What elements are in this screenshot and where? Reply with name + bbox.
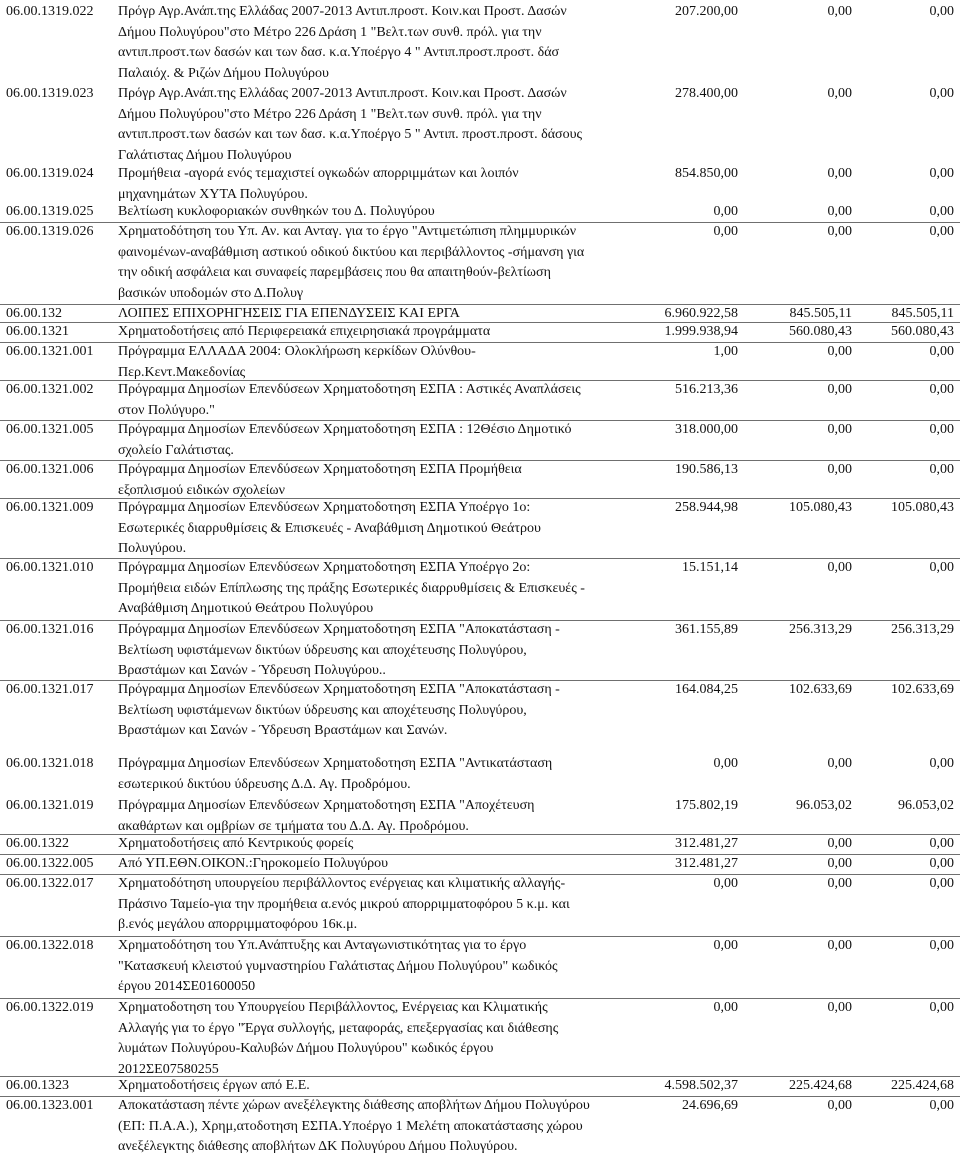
description-line: Χρηματοδοτήσεις από Περιφερειακά επιχειρησιακά προγράμματα xyxy=(118,324,491,339)
description xyxy=(118,1076,638,1097)
account-code: 06.00.1319.022 xyxy=(6,4,94,19)
amount-paid: 0,00 xyxy=(929,756,954,771)
amount-budgeted: 258.944,98 xyxy=(675,500,738,515)
amount-paid: 0,00 xyxy=(929,938,954,953)
table-row xyxy=(0,420,960,461)
amount-budgeted: 0,00 xyxy=(713,204,738,219)
description-line: Γαλάτιστας Δήμου Πολυγύρου xyxy=(118,147,292,163)
amount-committed: 0,00 xyxy=(827,204,852,219)
amount-committed: 256.313,29 xyxy=(789,622,852,637)
description xyxy=(118,834,638,855)
table-row xyxy=(0,558,960,621)
description-line: Πρόγραμμα Δημοσίων Επενδύσεων Χρηματοδοτηση ΕΣΠΑ Προμήθεια xyxy=(118,462,522,477)
account-code: 06.00.1321.005 xyxy=(6,422,94,437)
description-line: Χρηματοδότηση υπουργείου περιβάλλοντος ενέργειας και κλιματικής αλλαγής- xyxy=(118,876,566,891)
table-row xyxy=(0,380,960,421)
table-row xyxy=(0,834,960,855)
amount-paid: 0,00 xyxy=(929,344,954,359)
table-row xyxy=(0,460,960,499)
amount-paid: 0,00 xyxy=(929,4,954,19)
amount-paid: 0,00 xyxy=(929,166,954,181)
description xyxy=(118,222,638,304)
account-code: 06.00.1321.001 xyxy=(6,344,94,359)
amount-paid: 0,00 xyxy=(929,224,954,239)
description-line: Προμήθεια -αγορά ενός τεμαχιστεί ογκωδών απορριμμάτων και λοιπόν xyxy=(118,166,519,181)
account-code: 06.00.1323.001 xyxy=(6,1098,94,1113)
description-line: Πρόγραμμα Δημοσίων Επενδύσεων Χρηματοδοτηση ΕΣΠΑ "Αποκατάσταση - xyxy=(118,682,560,697)
description xyxy=(118,202,638,223)
amount-budgeted: 0,00 xyxy=(713,876,738,891)
amount-budgeted: 516.213,36 xyxy=(675,382,738,397)
amount-committed: 0,00 xyxy=(827,856,852,871)
description xyxy=(118,854,638,875)
description xyxy=(118,936,638,998)
amount-committed: 0,00 xyxy=(827,876,852,891)
description-line: Από ΥΠ.ΕΘΝ.ΟΙΚΟΝ.:Γηροκομείο Πολυγύρου xyxy=(118,856,389,871)
table-row xyxy=(0,1096,960,1158)
description-line: Χρηματοδοτήσεις από Κεντρικούς φορείς xyxy=(118,836,354,851)
amount-committed: 0,00 xyxy=(827,1098,852,1113)
account-code: 06.00.1321.016 xyxy=(6,622,94,637)
account-code: 06.00.1319.023 xyxy=(6,86,94,101)
description-line: β.ενός μεγάλου απορριμματοφόρου 16κ.μ. xyxy=(118,917,358,932)
amount-paid: 0,00 xyxy=(929,1098,954,1113)
table-row xyxy=(0,754,960,796)
description xyxy=(118,2,638,84)
amount-paid: 0,00 xyxy=(929,86,954,101)
amount-committed: 0,00 xyxy=(827,86,852,101)
amount-budgeted: 175.802,19 xyxy=(675,798,738,813)
table-row xyxy=(0,620,960,681)
amount-budgeted: 0,00 xyxy=(713,224,738,239)
table-row xyxy=(0,936,960,999)
description-line: έργου 2014ΣΕ01600050 xyxy=(118,979,256,994)
amount-committed: 560.080,43 xyxy=(789,324,852,339)
description-line: Χρηματοδότηση του Υπ.Ανάπτυξης και Ανταγωνιστικότητας για το έργο xyxy=(118,938,527,953)
amount-paid: 105.080,43 xyxy=(891,500,954,515)
amount-budgeted: 6.960.922,58 xyxy=(664,306,738,321)
description-line: "Κατασκευή κλειστού γυμναστηρίου Γαλάτιστας Δήμου Πολυγύρου" κωδικός xyxy=(118,958,558,974)
description-line: Πολυγύρου. xyxy=(118,541,187,556)
amount-budgeted: 207.200,00 xyxy=(675,4,738,19)
description-line: Βελτίωση υφιστάμενων δικτύων ύδρευσης και αποχέτευσης Πολυγύρου, xyxy=(118,642,527,658)
amount-paid: 845.505,11 xyxy=(891,306,954,321)
amount-committed: 102.633,69 xyxy=(789,682,852,697)
account-code: 06.00.1323 xyxy=(6,1078,69,1093)
amount-committed: 0,00 xyxy=(827,836,852,851)
amount-committed: 0,00 xyxy=(827,756,852,771)
amount-committed: 0,00 xyxy=(827,1000,852,1015)
description-line: Αναβάθμιση Δημοτικού Θεάτρου Πολυγύρου xyxy=(118,601,374,616)
amount-committed: 0,00 xyxy=(827,166,852,181)
amount-paid: 0,00 xyxy=(929,204,954,219)
amount-committed: 0,00 xyxy=(827,422,852,437)
table-row xyxy=(0,84,960,164)
description xyxy=(118,754,638,795)
description xyxy=(118,680,638,742)
description-line: Πρόγρ Αγρ.Ανάπ.της Ελλάδας 2007-2013 Αντιπ.προστ. Κοιν.και Προστ. Δασών xyxy=(118,86,567,101)
description-line: Πρόγραμμα Δημοσίων Επενδύσεων Χρηματοδοτηση ΕΣΠΑ : Αστικές Αναπλάσεις xyxy=(118,382,581,397)
amount-paid: 0,00 xyxy=(929,1000,954,1015)
description-line: Αλλαγής για το έργο "Έργα συλλογής, μεταφοράς, επεξεργασίας και διάθεσης xyxy=(118,1020,559,1036)
amount-committed: 105.080,43 xyxy=(789,500,852,515)
table-row xyxy=(0,998,960,1077)
description xyxy=(118,620,638,682)
amount-paid: 96.053,02 xyxy=(898,798,954,813)
amount-committed: 96.053,02 xyxy=(796,798,852,813)
table-row xyxy=(0,498,960,559)
description-line: 2012ΣΕ07580255 xyxy=(118,1061,219,1077)
description-line: Περ.Κεντ.Μακεδονίας xyxy=(118,364,246,380)
description-line: ακαθάρτων και ομβρίων σε τμήματα του Δ.Δ. Αγ. Προδρόμου. xyxy=(118,818,469,834)
description-line: Βελτίωση κυκλοφοριακών συνθηκών του Δ. Πολυγύρου xyxy=(118,204,435,219)
account-code: 06.00.1321 xyxy=(6,324,69,339)
table-row xyxy=(0,874,960,937)
description-line: Πρόγραμμα Δημοσίων Επενδύσεων Χρηματοδοτηση ΕΣΠΑ Υποέργο 2ο: xyxy=(118,560,531,575)
table-row xyxy=(0,222,960,305)
amount-budgeted: 278.400,00 xyxy=(675,86,738,101)
description-line: αντιπ.προστ.των δασών και των δασ. κ.α.Υποέργο 4 " Αντιπ.προστ.προστ. δάσ xyxy=(118,45,560,60)
table-row xyxy=(0,2,960,86)
description-line: εσωτερικού δικτύου ύδρευσης Δ.Δ. Αγ. Προδρόμου. xyxy=(118,776,411,792)
account-code: 06.00.1322.019 xyxy=(6,1000,94,1015)
amount-paid: 256.313,29 xyxy=(891,622,954,637)
description-line: Βραστάμων και Σανών - Ύδρευση Πολυγύρου.. xyxy=(118,663,386,678)
description xyxy=(118,164,638,205)
amount-committed: 225.424,68 xyxy=(789,1078,852,1093)
amount-budgeted: 4.598.502,37 xyxy=(664,1078,738,1093)
table-row xyxy=(0,854,960,875)
amount-paid: 0,00 xyxy=(929,876,954,891)
account-code: 06.00.1319.025 xyxy=(6,204,94,219)
amount-paid: 0,00 xyxy=(929,422,954,437)
amount-paid: 225.424,68 xyxy=(891,1078,954,1093)
account-code: 06.00.1321.017 xyxy=(6,682,94,697)
account-code: 06.00.1322.017 xyxy=(6,876,94,891)
description-line: αντιπ.προστ.των δασών και των δασ. κ.α.Υποέργο 5 " Αντιπ. προστ.προστ. δάσους xyxy=(118,127,583,142)
table-row xyxy=(0,680,960,752)
table-row xyxy=(0,342,960,381)
account-code: 06.00.1322 xyxy=(6,836,69,851)
account-code: 06.00.132 xyxy=(6,306,62,321)
description-line: την οδική ασφάλεια και συναφείς παρεμβάσεις που θα απαιτηθούν-βελτίωση xyxy=(118,265,551,280)
table-row xyxy=(0,164,960,202)
amount-budgeted: 15.151,14 xyxy=(682,560,738,575)
description-line: εξοπλισμού ειδικών σχολείων xyxy=(118,482,285,498)
amount-budgeted: 190.586,13 xyxy=(675,462,738,477)
description-line: μηχανημάτων ΧΥΤΑ Πολυγύρου. xyxy=(118,186,308,202)
description-line: Πρόγραμμα Δημοσίων Επενδύσεων Χρηματοδοτηση ΕΣΠΑ "Αποχέτευση xyxy=(118,798,535,813)
description-line: Εσωτερικές διαρρυθμίσεις & Επισκευές - Αναβάθμιση Δημοτικού Θεάτρου xyxy=(118,520,541,536)
description xyxy=(118,1096,638,1158)
table-row xyxy=(0,322,960,343)
amount-paid: 0,00 xyxy=(929,462,954,477)
amount-budgeted: 1,00 xyxy=(713,344,738,359)
amount-budgeted: 0,00 xyxy=(713,1000,738,1015)
description-line: βασικών υποδομών στο Δ.Πολυγ xyxy=(118,285,304,301)
description xyxy=(118,342,638,383)
amount-paid: 102.633,69 xyxy=(891,682,954,697)
description-line: (ΕΠ: Π.Α.Α.), Χρημ,ατοδοτηση ΕΣΠΑ.Υποέργο 1 Μελέτη αποκατάστασης χώρου xyxy=(118,1118,583,1134)
description xyxy=(118,874,638,936)
account-code: 06.00.1321.009 xyxy=(6,500,94,515)
description-line: λυμάτων Πολυγύρου-Καλυβών Δήμου Πολυγύρου" κωδικός έργου xyxy=(118,1041,494,1056)
description xyxy=(118,498,638,560)
description-line: Βραστάμων και Σανών - Ύδρευση Βραστάμων και Σανών. xyxy=(118,723,448,738)
description-line: Παλαιόχ. & Ριζών Δήμου Πολυγύρου xyxy=(118,65,329,81)
description-line: Πρόγραμμα ΕΛΛΑΔΑ 2004: Ολοκλήρωση κερκίδων Ολύνθου- xyxy=(118,344,476,359)
table-row xyxy=(0,796,960,835)
amount-budgeted: 0,00 xyxy=(713,938,738,953)
amount-budgeted: 164.084,25 xyxy=(675,682,738,697)
account-code: 06.00.1321.002 xyxy=(6,382,94,397)
description-line: Πρόγραμμα Δημοσίων Επενδύσεων Χρηματοδοτηση ΕΣΠΑ "Αποκατάσταση - xyxy=(118,622,560,637)
description xyxy=(118,558,638,620)
description xyxy=(118,380,638,421)
amount-committed: 845.505,11 xyxy=(789,306,852,321)
description-line: Προμήθεια ειδών Επίπλωσης της πράξης Εσωτερικές διαρρυθμίσεις & Επισκευές - xyxy=(118,580,585,596)
description xyxy=(118,322,638,343)
table-row xyxy=(0,304,960,323)
table-row xyxy=(0,1076,960,1097)
description xyxy=(118,796,638,837)
amount-budgeted: 24.696,69 xyxy=(682,1098,738,1113)
description-line: Βελτίωση υφιστάμενων δικτύων ύδρευσης και αποχέτευσης Πολυγύρου, xyxy=(118,702,527,718)
description-line: Πρόγραμμα Δημοσίων Επενδύσεων Χρηματοδοτηση ΕΣΠΑ "Αντικατάσταση xyxy=(118,756,553,771)
amount-paid: 0,00 xyxy=(929,836,954,851)
amount-budgeted: 1.999.938,94 xyxy=(664,324,738,339)
amount-committed: 0,00 xyxy=(827,382,852,397)
account-code: 06.00.1321.006 xyxy=(6,462,94,477)
description-line: ανεξέλεγκτης διάθεσης αποβλήτων ΔΚ Πολυγύρου Δήμου Πολυγύρου. xyxy=(118,1139,518,1154)
account-code: 06.00.1319.026 xyxy=(6,224,94,239)
amount-committed: 0,00 xyxy=(827,560,852,575)
amount-paid: 0,00 xyxy=(929,856,954,871)
description-line: Δήμου Πολυγύρου"στο Μέτρο 226 Δράση 1 "Βελτ.των συνθ. πρόλ. για την xyxy=(118,106,542,122)
description-line: Πρόγρ Αγρ.Ανάπ.της Ελλάδας 2007-2013 Αντιπ.προστ. Κοιν.και Προστ. Δασών xyxy=(118,4,567,19)
description-line: φαινομένων-αναβάθμιση αστικού οδικού δικτύου και περιβάλλοντος -σήμανση για xyxy=(118,244,585,260)
amount-committed: 0,00 xyxy=(827,4,852,19)
account-code: 06.00.1322.018 xyxy=(6,938,94,953)
account-code: 06.00.1321.018 xyxy=(6,756,94,771)
amount-paid: 560.080,43 xyxy=(891,324,954,339)
description-line: Χρηματοδοτηση του Υπουργείου Περιβάλλοντος, Ενέργειας και Κλιματικής xyxy=(118,1000,548,1015)
amount-committed: 0,00 xyxy=(827,938,852,953)
description-line: Χρηματοδοτήσεις έργων από Ε.Ε. xyxy=(118,1078,310,1093)
description-line: Πρόγραμμα Δημοσίων Επενδύσεων Χρηματοδοτηση ΕΣΠΑ Υποέργο 1ο: xyxy=(118,500,531,515)
description xyxy=(118,420,638,461)
amount-paid: 0,00 xyxy=(929,382,954,397)
amount-budgeted: 854.850,00 xyxy=(675,166,738,181)
description-line: σχολείο Γαλάτιστας. xyxy=(118,442,234,458)
description xyxy=(118,998,638,1080)
amount-budgeted: 312.481,27 xyxy=(675,836,738,851)
amount-budgeted: 361.155,89 xyxy=(675,622,738,637)
description-line: Πρόγραμμα Δημοσίων Επενδύσεων Χρηματοδοτηση ΕΣΠΑ : 12Θέσιο Δημοτικό xyxy=(118,422,572,437)
account-code: 06.00.1321.019 xyxy=(6,798,94,813)
amount-paid: 0,00 xyxy=(929,560,954,575)
amount-committed: 0,00 xyxy=(827,344,852,359)
amount-budgeted: 318.000,00 xyxy=(675,422,738,437)
description xyxy=(118,84,638,166)
description-line: Χρηματοδότηση του Υπ. Αν. και Ανταγ. για το έργο "Αντιμετώπιση πλημμυρικών xyxy=(118,224,577,239)
account-code: 06.00.1321.010 xyxy=(6,560,94,575)
description xyxy=(118,460,638,501)
amount-budgeted: 312.481,27 xyxy=(675,856,738,871)
description-line: Πράσινο Ταμείο-για την προμήθεια α.ενός μικρού απορριμματοφόρου 5 κ.μ. και xyxy=(118,896,570,912)
account-code: 06.00.1322.005 xyxy=(6,856,94,871)
description-line: Δήμου Πολυγύρου"στο Μέτρο 226 Δράση 1 "Βελτ.των συνθ. πρόλ. για την xyxy=(118,24,542,40)
description-line: στον Πολύγυρο." xyxy=(118,402,215,418)
amount-committed: 0,00 xyxy=(827,462,852,477)
description-line: ΛΟΙΠΕΣ ΕΠΙΧΟΡΗΓΗΣΕΙΣ ΓΙΑ ΕΠΕΝΔΥΣΕΙΣ ΚΑΙ ΕΡΓΑ xyxy=(118,306,460,321)
description-line: Αποκατάσταση πέντε χώρων ανεξέλεγκτης διάθεσης αποβλήτων Δήμου Πολυγύρου xyxy=(118,1098,590,1113)
account-code: 06.00.1319.024 xyxy=(6,166,94,181)
amount-committed: 0,00 xyxy=(827,224,852,239)
amount-budgeted: 0,00 xyxy=(713,756,738,771)
table-row xyxy=(0,202,960,223)
